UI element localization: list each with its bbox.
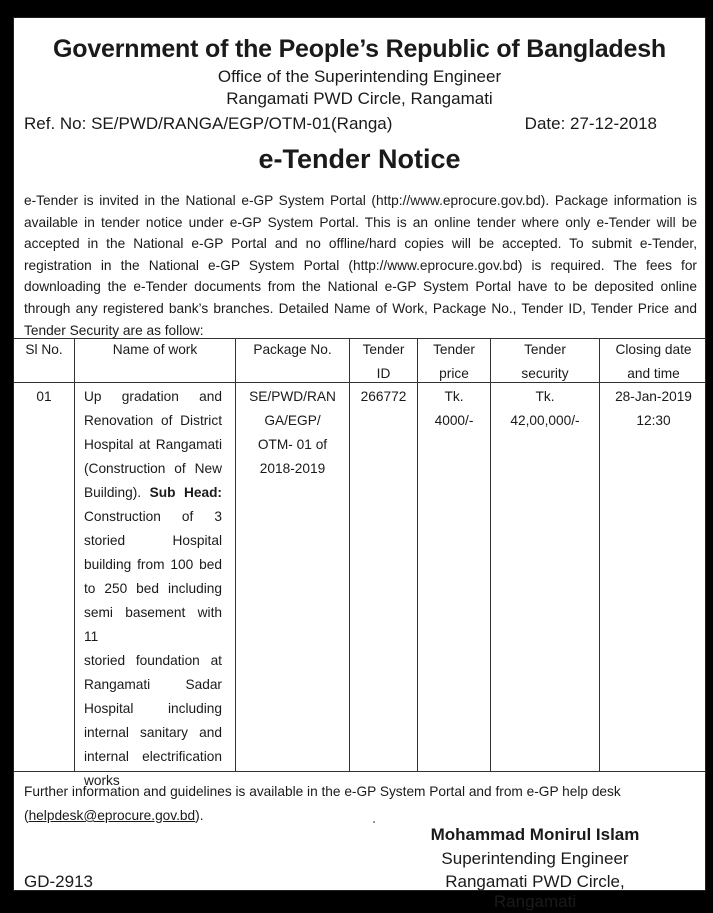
notice-date: Date: 27-12-2018 [524, 114, 657, 133]
speck [373, 821, 375, 823]
row-package: SE/PWD/RAN GA/EGP/ OTM- 01 of 2018-2019 [249, 389, 336, 476]
header-package: Package No. [253, 342, 332, 357]
reference-number: Ref. No: SE/PWD/RANGA/EGP/OTM-01(Ranga) [24, 114, 393, 133]
intro-paragraph: e-Tender is invited in the National e-GP System Portal (http://www.eprocure.gov.bd). Package information is available in tender notice under e-GP System Portal. This is an online tender where only e-Tender will be accepted in the National e-GP Portal and no offline/hard copies will be accepted. To submit e-Tender, registration in the National e-GP System Portal (http://www.eprocure.gov.bd) is required. The fees for downloading the e-Tender documents from the National e-GP System Portal have to be deposited online through any registered bank’s branches. Detailed Name of Work, Package No., Tender ID, Tender Price and Tender Security are as follow: [24, 193, 697, 338]
circle-line: Rangamati PWD Circle, Rangamati [226, 89, 493, 108]
row-work: Up gradation and Renovation of District Hospital at Rangamati (Construction of New Building). Sub Head: Construction of 3 storied Hospital building from 100 bed to 250 bed including semi basement with 11 storied foundation at Rangamati Sadar Hospital including internal sanitary and internal electrification works [84, 389, 222, 788]
helpdesk-email[interactable]: helpdesk@eprocure.gov.bd [28, 808, 196, 823]
sub-head-label: Sub Head: [149, 485, 222, 500]
tender-notice-page [13, 17, 706, 911]
header-closing: Closing date and time [615, 342, 692, 381]
row-tender-price: Tk. 4000/- [434, 389, 474, 428]
header-tender-id: Tender ID [362, 342, 405, 381]
row-sl: 01 [36, 389, 52, 404]
signatory-office: Rangamati PWD Circle, Rangamati [445, 872, 625, 911]
signatory-designation: Superintending Engineer [441, 849, 629, 868]
header-work: Name of work [112, 342, 198, 357]
gd-code: GD-2913 [24, 872, 93, 891]
government-heading: Government of the People’s Republic of Bangladesh [53, 35, 666, 63]
signatory-name: Mohammad Monirul Islam [430, 825, 640, 844]
row-closing: 28-Jan-2019 12:30 [615, 389, 692, 428]
row-tender-security: Tk. 42,00,000/- [510, 389, 580, 428]
notice-title: e-Tender Notice [258, 144, 461, 174]
further-info: Further information and guidelines is available in the e-GP System Portal and from e-GP help desk (helpdesk@eprocure.gov.bd). [24, 784, 621, 823]
header-tender-price: Tender price [433, 342, 475, 381]
office-line: Office of the Superintending Engineer [217, 67, 502, 86]
table-col-divider [74, 338, 75, 771]
header-tender-security: Tender security [521, 342, 569, 381]
header-sl: Sl No. [25, 342, 63, 357]
row-tender-id: 266772 [360, 389, 407, 404]
